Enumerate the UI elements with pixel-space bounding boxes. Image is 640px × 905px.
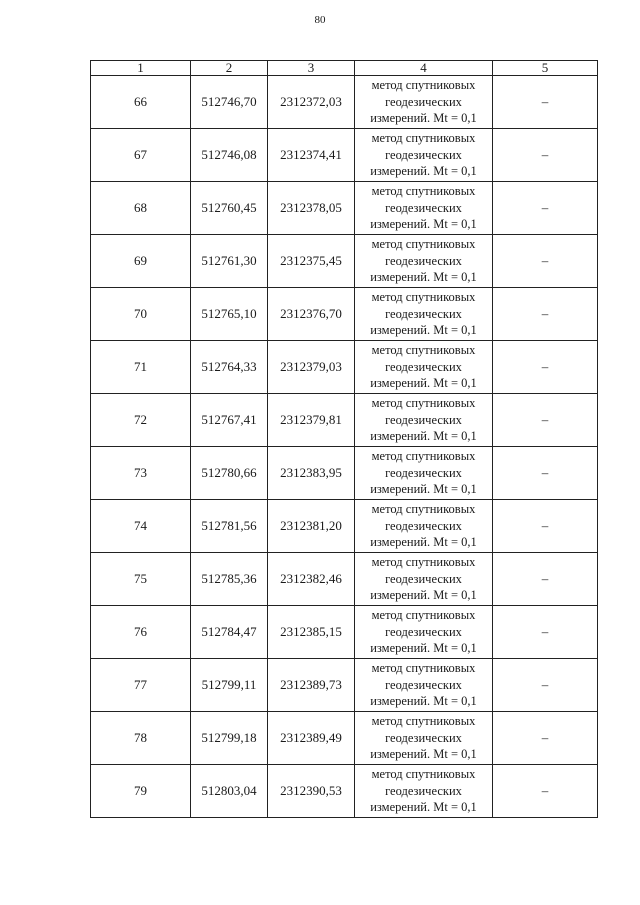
note-cell: – [493,129,598,182]
point-number-cell: 76 [91,606,191,659]
method-line-3: измерений. Mt = 0,1 [370,164,477,179]
method-line-2: геодезических [385,147,462,162]
column-header-5: 5 [493,61,598,76]
x-coordinate-cell: 512764,33 [191,341,268,394]
method-cell [355,76,493,129]
note-cell: – [493,76,598,129]
note-cell: – [493,500,598,553]
method-cell [355,712,493,765]
y-coordinate-cell: 2312390,53 [268,765,355,818]
x-coordinate-cell: 512767,41 [191,394,268,447]
method-line-1: метод спутниковых [371,131,476,146]
page-number: 80 [314,14,326,26]
method-line-2: геодезических [385,200,462,215]
method-line-3: измерений. Mt = 0,1 [370,747,477,762]
point-number-cell: 74 [91,500,191,553]
point-number-cell: 75 [91,553,191,606]
method-line-1: метод спутниковых [371,237,476,252]
table-row [91,765,598,818]
method-line-3: измерений. Mt = 0,1 [370,429,477,444]
method-line-2: геодезических [385,518,462,533]
method-line-1: метод спутниковых [371,661,476,676]
x-coordinate-cell: 512785,36 [191,553,268,606]
method-line-1: метод спутниковых [371,555,476,570]
note-cell: – [493,182,598,235]
point-number-cell: 73 [91,447,191,500]
x-coordinate-cell: 512760,45 [191,182,268,235]
method-line-1: метод спутниковых [371,184,476,199]
x-coordinate-cell: 512746,70 [191,76,268,129]
note-cell: – [493,235,598,288]
method-line-1: метод спутниковых [371,78,476,93]
table-row [91,182,598,235]
y-coordinate-cell: 2312385,15 [268,606,355,659]
method-line-3: измерений. Mt = 0,1 [370,800,477,815]
y-coordinate-cell: 2312381,20 [268,500,355,553]
point-number-cell: 79 [91,765,191,818]
method-line-3: измерений. Mt = 0,1 [370,323,477,338]
method-line-2: геодезических [385,783,462,798]
method-line-1: метод спутниковых [371,343,476,358]
table-row [91,500,598,553]
note-cell: – [493,765,598,818]
y-coordinate-cell: 2312378,05 [268,182,355,235]
method-line-3: измерений. Mt = 0,1 [370,535,477,550]
column-header-4: 4 [355,61,493,76]
y-coordinate-cell: 2312375,45 [268,235,355,288]
method-cell [355,235,493,288]
method-line-3: измерений. Mt = 0,1 [370,376,477,391]
table-row [91,288,598,341]
method-cell [355,659,493,712]
method-cell [355,129,493,182]
method-line-3: измерений. Mt = 0,1 [370,217,477,232]
note-cell: – [493,288,598,341]
x-coordinate-cell: 512746,08 [191,129,268,182]
method-line-1: метод спутниковых [371,714,476,729]
method-line-2: геодезических [385,624,462,639]
column-header-2: 2 [191,61,268,76]
method-line-3: измерений. Mt = 0,1 [370,111,477,126]
method-line-2: геодезических [385,730,462,745]
y-coordinate-cell: 2312389,73 [268,659,355,712]
table-body [91,76,598,818]
method-line-2: геодезических [385,253,462,268]
y-coordinate-cell: 2312379,03 [268,341,355,394]
x-coordinate-cell: 512803,04 [191,765,268,818]
coordinates-table [90,60,598,818]
y-coordinate-cell: 2312372,03 [268,76,355,129]
x-coordinate-cell: 512781,56 [191,500,268,553]
table-row [91,553,598,606]
method-cell [355,765,493,818]
method-line-2: геодезических [385,412,462,427]
table-row [91,235,598,288]
note-cell: – [493,447,598,500]
method-line-3: измерений. Mt = 0,1 [370,482,477,497]
note-cell: – [493,712,598,765]
point-number-cell: 78 [91,712,191,765]
note-cell: – [493,606,598,659]
method-line-1: метод спутниковых [371,767,476,782]
table-row [91,659,598,712]
point-number-cell: 69 [91,235,191,288]
y-coordinate-cell: 2312379,81 [268,394,355,447]
x-coordinate-cell: 512799,11 [191,659,268,712]
table-row [91,447,598,500]
method-line-2: геодезических [385,94,462,109]
note-cell: – [493,553,598,606]
method-cell [355,341,493,394]
table-row [91,76,598,129]
point-number-cell: 67 [91,129,191,182]
column-header-1: 1 [91,61,191,76]
point-number-cell: 66 [91,76,191,129]
method-line-2: геодезических [385,465,462,480]
y-coordinate-cell: 2312376,70 [268,288,355,341]
method-cell [355,447,493,500]
x-coordinate-cell: 512761,30 [191,235,268,288]
x-coordinate-cell: 512765,10 [191,288,268,341]
table-row [91,129,598,182]
method-line-2: геодезических [385,306,462,321]
point-number-cell: 68 [91,182,191,235]
method-cell [355,606,493,659]
table-row [91,394,598,447]
x-coordinate-cell: 512784,47 [191,606,268,659]
method-cell [355,553,493,606]
method-cell [355,182,493,235]
column-header-3: 3 [268,61,355,76]
method-line-3: измерений. Mt = 0,1 [370,270,477,285]
x-coordinate-cell: 512780,66 [191,447,268,500]
y-coordinate-cell: 2312389,49 [268,712,355,765]
method-line-1: метод спутниковых [371,290,476,305]
y-coordinate-cell: 2312383,95 [268,447,355,500]
table-row [91,341,598,394]
method-cell [355,288,493,341]
table-header-row [91,61,598,76]
point-number-cell: 77 [91,659,191,712]
method-line-3: измерений. Mt = 0,1 [370,588,477,603]
method-line-1: метод спутниковых [371,502,476,517]
method-line-1: метод спутниковых [371,608,476,623]
note-cell: – [493,341,598,394]
note-cell: – [493,659,598,712]
method-line-3: измерений. Mt = 0,1 [370,641,477,656]
point-number-cell: 72 [91,394,191,447]
method-line-2: геодезических [385,571,462,586]
method-cell [355,500,493,553]
method-line-3: измерений. Mt = 0,1 [370,694,477,709]
table-row [91,606,598,659]
y-coordinate-cell: 2312382,46 [268,553,355,606]
method-line-2: геодезических [385,359,462,374]
note-cell: – [493,394,598,447]
x-coordinate-cell: 512799,18 [191,712,268,765]
method-line-2: геодезических [385,677,462,692]
point-number-cell: 70 [91,288,191,341]
y-coordinate-cell: 2312374,41 [268,129,355,182]
point-number-cell: 71 [91,341,191,394]
table-row [91,712,598,765]
method-line-1: метод спутниковых [371,396,476,411]
method-cell [355,394,493,447]
method-line-1: метод спутниковых [371,449,476,464]
